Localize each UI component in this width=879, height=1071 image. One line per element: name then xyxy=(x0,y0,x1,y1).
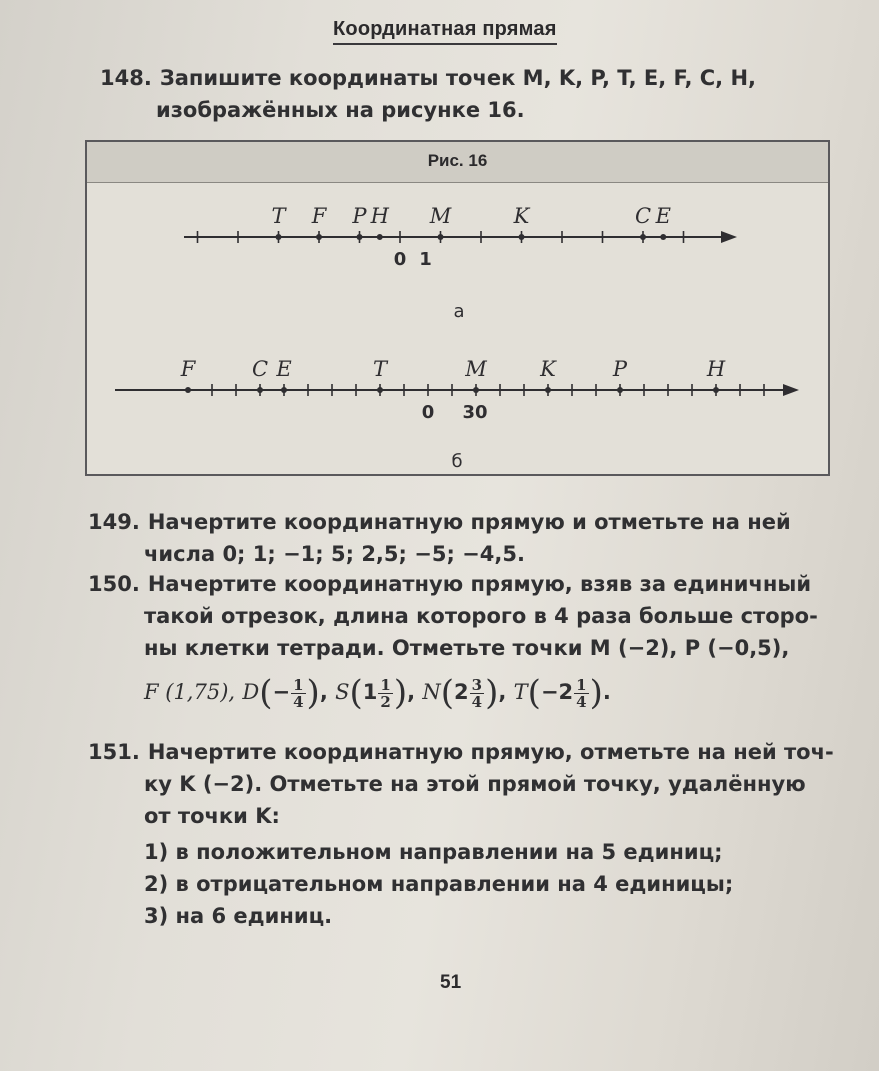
fraction-points-line: F (1,75), D(− $\frac{1}{4}$ ), S(1 $\frac{1}{2}$ ), N(2 $\frac{3}{4}$ ), T(−2 $\frac{1}{4}$ ). xyxy=(144,673,611,713)
line-a-point-label-m: M xyxy=(429,204,452,228)
line-b-point-k xyxy=(545,387,551,393)
point-d-sign: − xyxy=(272,680,291,704)
line-a-point-p xyxy=(357,234,363,240)
problem-text: такой отрезок, длина которого в 4 раза больше сторо- xyxy=(144,604,818,628)
problem-number: 150. xyxy=(88,572,140,596)
point-f: F (1,75), xyxy=(144,680,236,704)
point-d-letter: D xyxy=(242,680,260,704)
line-a-point-f xyxy=(316,234,322,240)
line-b-point-label-p: P xyxy=(612,357,628,381)
line-b-point-label-t: T xyxy=(372,357,388,381)
line-a-point-label-p: P xyxy=(352,204,367,228)
page-number: 51 xyxy=(440,972,462,993)
fraction-s: $\frac{1}{2}$ xyxy=(380,675,391,711)
line-b-unit-label: 30 xyxy=(462,402,488,423)
line-a-point-label-c: C xyxy=(634,204,652,228)
list-item: 3) на 6 единиц. xyxy=(144,904,333,928)
figure-16 xyxy=(85,140,830,476)
point-s-whole: 1 xyxy=(362,680,378,704)
line-b-point-h xyxy=(713,387,719,393)
line-b-point-label-m: M xyxy=(465,357,487,381)
problem-number: 149. xyxy=(88,510,140,534)
problem-text: изображённых на рисунке 16. xyxy=(156,98,525,122)
problem-text: числа 0; 1; −1; 5; 2,5; −5; −4,5. xyxy=(144,542,525,566)
line-b-point-t xyxy=(377,387,383,393)
line-a-sublabel: а xyxy=(453,301,465,322)
line-a-zero-label: 0 xyxy=(393,249,407,270)
problem-151 xyxy=(88,736,834,932)
problem-number: 151. xyxy=(88,740,140,764)
line-b-point-c xyxy=(257,387,263,393)
list-item: 2) в отрицательном направлении на 4 единицы; xyxy=(144,872,734,896)
point-s-letter: S xyxy=(335,680,350,704)
line-a-point-label-h: H xyxy=(370,204,389,228)
line-a-point-label-t: T xyxy=(271,204,286,228)
problem-text: ны клетки тетради. Отметьте точки M (−2), P (−0,5), xyxy=(144,636,790,660)
line-a-point-e xyxy=(660,234,666,240)
problem-text: ку K (−2). Отметьте на этой прямой точку, удалённую xyxy=(144,772,806,796)
line-b-arrow xyxy=(783,384,799,396)
problem-150 xyxy=(88,568,818,713)
point-t-letter: T xyxy=(513,680,528,704)
line-b-point-f xyxy=(185,387,191,393)
problem-text: Начертите координатную прямую, взяв за единичный xyxy=(147,572,812,596)
line-b-point-label-c: C xyxy=(251,357,269,381)
problem-148 xyxy=(100,62,756,126)
line-a-point-label-k: K xyxy=(513,204,530,228)
problem-text: Начертите координатную прямую и отметьте на ней xyxy=(147,510,791,534)
figure-number-lines xyxy=(87,142,832,478)
section-title: Координатная прямая xyxy=(333,18,557,45)
line-b-point-m xyxy=(473,387,479,393)
line-b-point-label-k: K xyxy=(540,357,556,381)
line-b-point-label-f: F xyxy=(180,357,196,381)
line-a-point-t xyxy=(276,234,282,240)
problem-text: Начертите координатную прямую, отметьте на ней точ- xyxy=(147,740,834,764)
line-b-sublabel: б xyxy=(451,451,463,472)
problem-text: от точки K: xyxy=(144,804,280,828)
fraction-n: $\frac{3}{4}$ xyxy=(471,675,483,711)
line-a-point-c xyxy=(640,234,646,240)
point-t-whole: −2 xyxy=(540,680,574,704)
line-b-point-e xyxy=(281,387,287,393)
problem-text: Запишите координаты точек M, K, P, T, E, F, C, H, xyxy=(159,66,757,90)
line-a-point-k xyxy=(519,234,525,240)
problem-number: 148. xyxy=(100,66,152,90)
line-a-point-label-e: E xyxy=(655,204,671,228)
line-a-point-h xyxy=(377,234,383,240)
line-a-arrow xyxy=(721,231,737,243)
fraction-d: $\frac{1}{4}$ xyxy=(293,675,304,711)
figure-caption: Рис. 16 xyxy=(87,142,828,183)
line-a-point-m xyxy=(438,234,444,240)
line-b-point-label-h: H xyxy=(706,357,726,381)
line-a-point-label-f: F xyxy=(311,204,327,228)
problem-149 xyxy=(88,506,791,570)
fraction-t: $\frac{1}{4}$ xyxy=(576,675,587,711)
point-n-letter: N xyxy=(422,680,441,704)
point-n-whole: 2 xyxy=(454,680,469,704)
line-a-unit-label: 1 xyxy=(419,249,432,270)
line-b-zero-label: 0 xyxy=(421,402,435,423)
line-b-point-label-e: E xyxy=(276,357,292,381)
line-b-point-p xyxy=(617,387,623,393)
list-item: 1) в положительном направлении на 5 единиц; xyxy=(144,840,723,864)
